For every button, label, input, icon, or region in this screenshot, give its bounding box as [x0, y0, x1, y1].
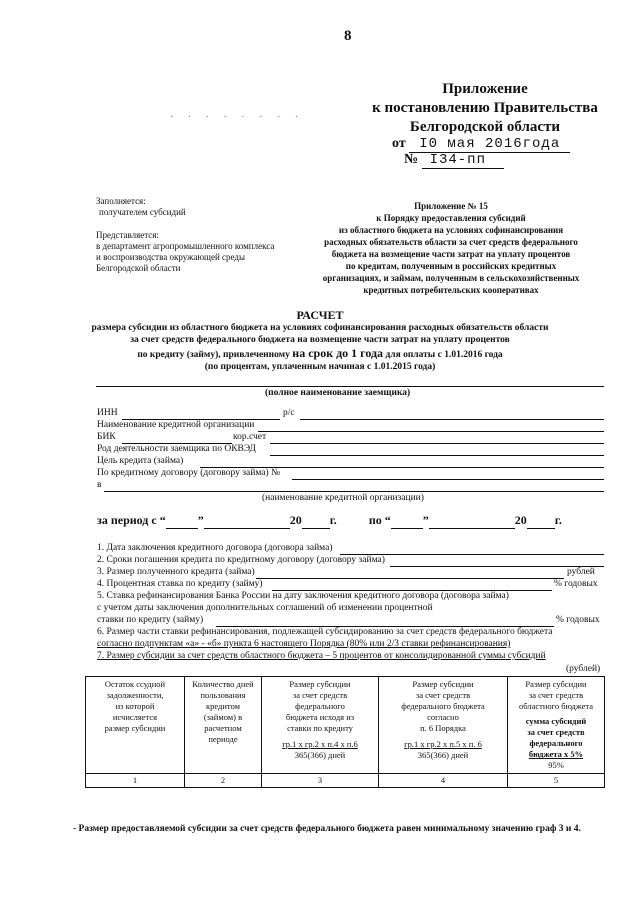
col-num: 5 — [508, 774, 605, 788]
col-2-text: (займом) в — [203, 712, 243, 722]
col-2-text: пользования — [200, 690, 246, 700]
col-1-text: Остаток ссудной — [104, 679, 166, 689]
submitted-line-3: Белгородской области — [96, 263, 181, 273]
col-3-header — [262, 677, 379, 774]
item-2: 2. Сроки погашения кредита по кредитному договору (договору займа) — [97, 555, 385, 565]
item-6-line-1: 6. Размер части ставки рефинансирования, подлежащей субсидированию за счет средств федерального бюджета — [97, 627, 553, 637]
col-5-header — [508, 677, 605, 774]
appendix-subtitle-2: Белгородской области — [409, 119, 561, 135]
col-3-text: ставки по кредиту — [287, 723, 353, 733]
to-day-field[interactable] — [391, 513, 423, 529]
quote-open: “ — [384, 513, 391, 527]
col-5-sub: сумма субсидий — [525, 716, 587, 726]
order-ref-line: по кредитам, полученным в российских кредитных — [345, 261, 557, 271]
calculation-line-1: размера субсидии из областного бюджета на условиях софинансирования расходных обязательств области — [91, 322, 549, 333]
item-7: 7. Размер субсидии за счет средств областного бюджета – 5 процентов от консолидированной суммы субсидий — [97, 651, 546, 661]
submission-info — [96, 196, 306, 274]
to-year-prefix: 20 — [514, 513, 527, 527]
item-1: 1. Дата заключения кредитного договора (договора займа) — [97, 543, 333, 553]
col-num: 4 — [379, 774, 508, 788]
item-4-unit: % годовых — [554, 579, 598, 589]
item-5-line-2: с учетом даты заключения дополнительных соглашений об изменении процентной — [97, 603, 433, 613]
period-from-label: за период с — [97, 513, 157, 527]
order-ref-line: бюджета на возмещение части затрат на уплату процентов — [331, 249, 571, 259]
period-to-label: по — [368, 513, 382, 527]
col-1-text: из которой — [115, 701, 155, 711]
col-1-header — [86, 677, 185, 774]
contract-label: По кредитному договору (договору займа) № — [97, 468, 281, 478]
from-year-prefix: 20 — [289, 513, 302, 527]
col-4-header — [379, 677, 508, 774]
appendix-subtitle-1: к постановлению Правительства — [372, 100, 598, 116]
col-4-text: федерального бюджета — [401, 701, 485, 711]
bik-label: БИК — [97, 432, 116, 442]
footer-note: - Размер предоставляемой субсидии за счет средств федерального бюджета равен минимальному значению граф 3 и 4. — [73, 824, 581, 834]
order-ref-line: расходных обязательств области за счет средств федерального — [324, 237, 578, 247]
col-3-days: 365(366) дней — [294, 750, 346, 760]
to-year-field[interactable] — [527, 513, 555, 529]
order-ref-line: Приложение № 15 — [414, 201, 488, 211]
col-1-text: задолженности, — [106, 690, 164, 700]
col-2-text: кредитом — [206, 701, 240, 711]
okved-label: Род деятельности заемщика по ОКВЭД — [97, 444, 256, 454]
period-row — [97, 513, 562, 529]
calc-line3-a: по кредиту (займу), привлеченному — [137, 349, 290, 360]
col-5-sub: за счет средств — [527, 727, 585, 737]
col-num: 1 — [86, 774, 185, 788]
col-3-text: Размер субсидии — [289, 679, 351, 689]
col-5-formula: бюджета х 5% — [528, 749, 584, 759]
filled-by-label: Заполняется: — [96, 196, 146, 206]
quote-open: “ — [159, 513, 166, 527]
calculation-title: РАСЧЕТ — [296, 308, 344, 322]
date-value: I0 мая 2016года — [409, 136, 570, 153]
number-prefix: № — [404, 152, 419, 167]
borrower-name-line[interactable] — [96, 386, 604, 387]
item-6-line-2: согласно подпунктам «а» - «б» пункта 6 настоящего Порядка (80% или 2/3 ставки рефинансирования) — [97, 639, 511, 649]
calculation-line-4: (по процентам, уплаченным начиная с 1.01.2015 года) — [204, 362, 436, 372]
col-4-formula: гр.1 х гр.2 х п.5 х п. 6 — [404, 739, 482, 749]
page-number: 8 — [344, 28, 352, 44]
col-2-text: периоде — [208, 734, 238, 744]
quote-close: ” — [197, 513, 204, 527]
col-num: 2 — [185, 774, 262, 788]
from-year-suffix: г. — [329, 513, 337, 527]
credit-org-label: Наименование кредитной организации — [97, 420, 255, 430]
kor-field[interactable] — [270, 443, 604, 444]
col-5-text: за счет средств — [528, 690, 584, 700]
from-day-field[interactable] — [166, 513, 198, 529]
col-4-text: Размер субсидии — [412, 679, 474, 689]
purpose-label: Цель кредита (займа) — [97, 456, 184, 466]
col-5-text: областного бюджета — [518, 701, 593, 711]
okved-field[interactable] — [270, 455, 604, 456]
calculation-table — [85, 676, 605, 788]
item-5-unit: % годовых — [556, 615, 600, 625]
calculation-line-3 — [80, 347, 560, 362]
col-5-text: Размер субсидии — [525, 679, 587, 689]
borrower-caption: (полное наименование заемщика) — [265, 388, 411, 398]
calculation-heading — [80, 309, 560, 374]
item-4: 4. Процентная ставка по кредиту (займу) — [97, 579, 263, 589]
calc-line3-b: на срок до 1 года — [292, 345, 384, 360]
col-3-formula: гр.1 х гр.2 х п.4 х п.6 — [282, 739, 358, 749]
inn-label: ИНН — [97, 408, 118, 418]
order-ref-line: из областного бюджета на условиях софинансирования — [338, 225, 564, 235]
order-ref-line: организациях, и займам, полученным в сельскохозяйственных — [322, 273, 580, 283]
table-unit: (рублей) — [566, 664, 601, 674]
submitted-line-1: в департамент агропромышленного комплекса — [96, 241, 275, 251]
number-value: I34-пп — [422, 152, 504, 169]
col-4-text: согласно — [427, 712, 459, 722]
rs-field[interactable] — [300, 419, 604, 420]
calculation-line-2: за счет средств федерального бюджета на возмещение части затрат на уплату процентов — [130, 335, 510, 345]
item-3-field[interactable] — [256, 578, 564, 579]
submitted-label: Представляется: — [96, 230, 159, 240]
col-4-days: 365(366) дней — [417, 750, 469, 760]
bank-field[interactable] — [104, 491, 604, 492]
to-month-field[interactable] — [429, 513, 515, 529]
col-2-text: расчетном — [204, 723, 242, 733]
col-2-text: Количество дней — [192, 679, 254, 689]
rs-label: р/с — [283, 408, 295, 418]
submitted-line-2: и воспроизводства окружающей среды — [96, 252, 246, 262]
from-year-field[interactable] — [302, 513, 330, 529]
item-3: 3. Размер полученного кредита (займа) — [97, 567, 255, 577]
item-3-unit: рублей — [567, 567, 595, 577]
col-5-sub: федерального — [529, 738, 583, 748]
order-reference — [296, 200, 606, 296]
quote-close: ” — [422, 513, 429, 527]
col-3-text: федерального — [295, 701, 345, 711]
scan-dots: · · · · · · · · — [170, 112, 305, 123]
appendix-title-line: Приложение — [442, 81, 528, 97]
appendix-number — [404, 152, 504, 168]
col-3-text: бюджета исходя из — [285, 712, 355, 722]
item-5-line-1: 5. Ставка рефинансирования Банка России на дату заключения кредитного договора (договора займа) — [97, 591, 509, 601]
to-year-suffix: г. — [554, 513, 562, 527]
credit-org-field[interactable] — [258, 431, 604, 432]
col-1-text: исчисляется — [112, 712, 158, 722]
col-2-header — [185, 677, 262, 774]
appendix-date — [392, 136, 570, 152]
date-prefix: от — [392, 136, 406, 151]
contract-field[interactable] — [292, 479, 604, 480]
col-num: 3 — [262, 774, 379, 788]
calc-line3-c: для оплаты с 1.01.2016 года — [385, 349, 503, 360]
col-3-text: за счет средств — [292, 690, 348, 700]
appendix-title — [360, 80, 610, 137]
filled-by-value: получателем субсидий — [99, 207, 186, 217]
col-4-text: за счет средств — [415, 690, 471, 700]
col-1-text: размер субсидии — [104, 723, 166, 733]
kor-label: кор.счет — [233, 432, 267, 442]
col-4-text: п. 6 Порядка — [420, 723, 466, 733]
in-label: в — [97, 480, 102, 490]
from-month-field[interactable] — [204, 513, 290, 529]
col-5-pct: 95% — [548, 760, 564, 770]
bank-caption: (наименование кредитной организации) — [262, 493, 424, 503]
item-5-line-3: ставки по кредиту (займу) — [97, 615, 204, 625]
order-ref-line: к Порядку предоставления субсидий — [376, 213, 526, 223]
order-ref-line: кредитных потребительских кооперативах — [363, 285, 539, 295]
